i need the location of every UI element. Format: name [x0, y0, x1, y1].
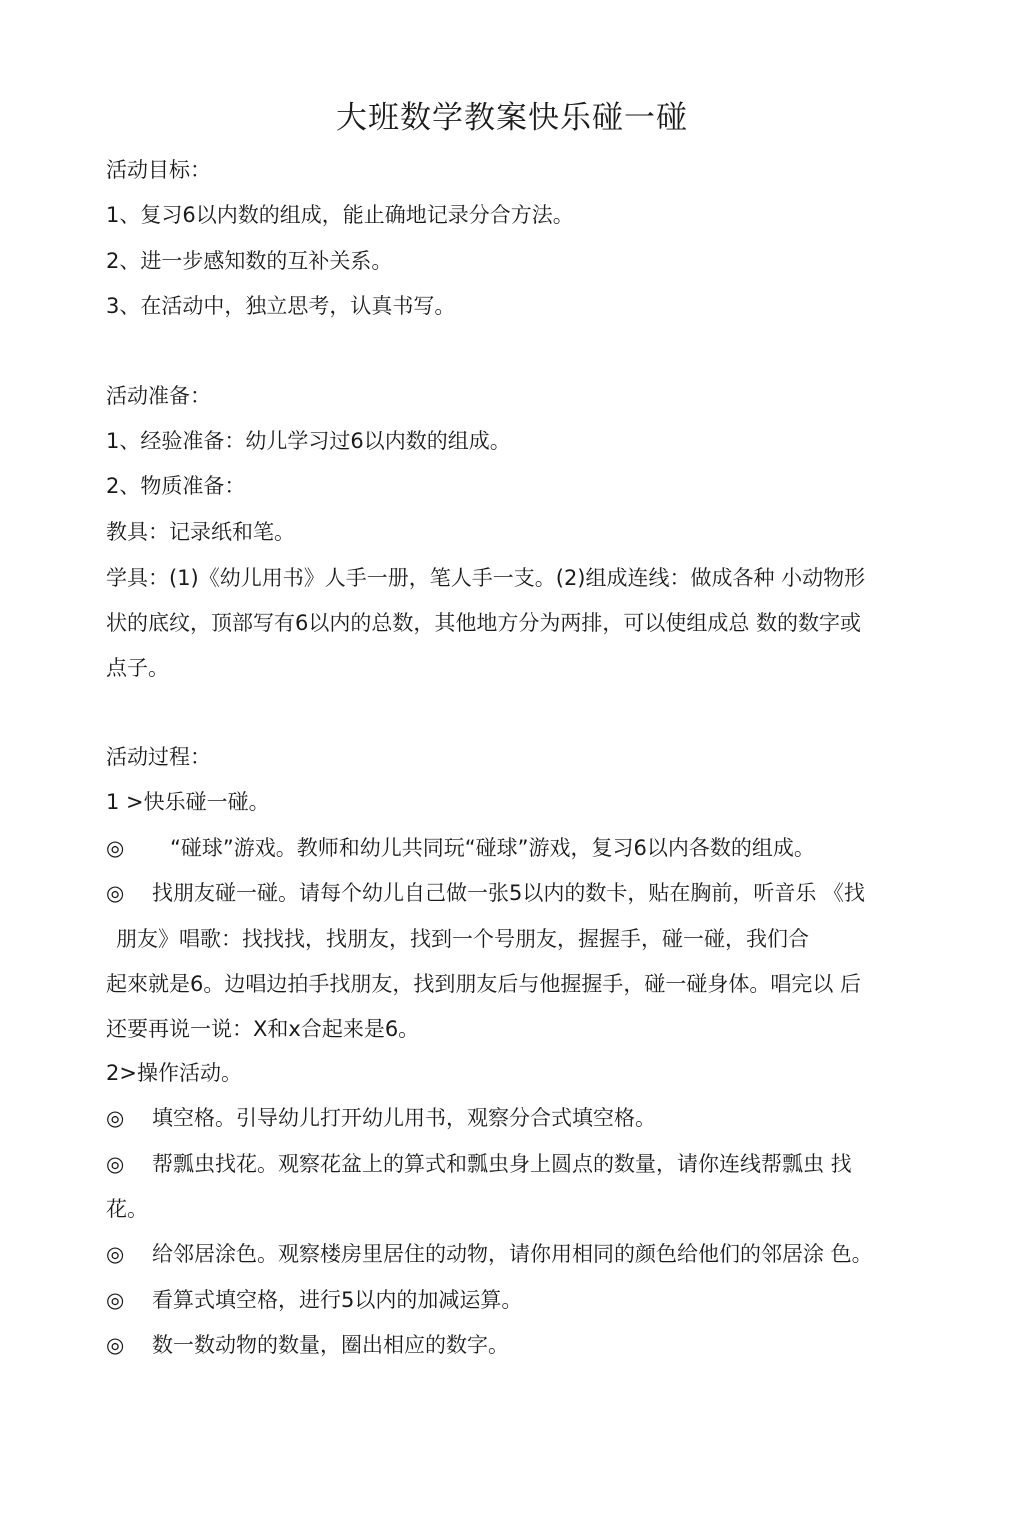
prep-item: 1、经验准备：幼儿学习过6以内数的组成。 — [106, 429, 511, 453]
prep-heading: 活动准备： — [106, 384, 211, 408]
bullet-item — [106, 1331, 916, 1359]
bullet-icon: ◎ — [106, 881, 125, 905]
bullet-icon: ◎ — [106, 1152, 125, 1176]
paragraph-line: 花。 — [106, 1197, 148, 1221]
student-tools-line: 状的底纹，顶部写有6以内的总数，其他地方分为两排，可以使组成总 数的数字或 — [106, 611, 862, 635]
goal-item: 2、进一步感知数的互补关系。 — [106, 249, 393, 273]
bullet-item — [106, 1240, 916, 1268]
bullet-text: 看算式填空格，进行5以内的加减运算。 — [152, 1288, 523, 1312]
teacher-tools: 教具：记录纸和笔。 — [106, 520, 295, 544]
paragraph-line: 朋友》唱歌：找找找，找朋友，找到一个号朋友，握握手，碰一碰，我们合 — [116, 927, 809, 951]
bullet-item — [106, 1150, 916, 1178]
goals-heading: 活动目标： — [106, 158, 211, 182]
bullet-item — [106, 834, 916, 862]
bullet-item — [106, 1286, 916, 1314]
goal-item: 3、在活动中，独立思考，认真书写。 — [106, 294, 456, 318]
step-heading: 1 >快乐碰一碰。 — [106, 790, 270, 814]
bullet-text: 数一数动物的数量，圈出相应的数字。 — [152, 1333, 509, 1357]
prep-item: 2、物质准备： — [106, 474, 246, 498]
bullet-item — [106, 879, 916, 907]
bullet-text: “碰球”游戏。教师和幼儿共同玩“碰球”游戏，复习6以内各数的组成。 — [170, 836, 815, 860]
page-title: 大班数学教案快乐碰一碰 — [336, 100, 688, 136]
bullet-text: 找朋友碰一碰。请每个幼儿自己做一张5以内的数卡，贴在胸前，听音乐 《找 — [152, 881, 866, 905]
student-tools-line: 点子。 — [106, 656, 169, 680]
bullet-icon: ◎ — [106, 1288, 125, 1312]
process-heading: 活动过程： — [106, 745, 211, 769]
bullet-text: 帮瓢虫找花。观察花盆上的算式和瓢虫身上圆点的数量，请你连线帮瓢虫 找 — [152, 1152, 852, 1176]
bullet-icon: ◎ — [106, 836, 125, 860]
bullet-icon: ◎ — [106, 1106, 125, 1130]
student-tools-line: 学具：(1)《幼儿用书》人手一册，笔人手一支。(2)组成连线：做成各种 小动物形 — [106, 566, 866, 590]
goal-item: 1、复习6以内数的组成，能止确地记录分合方法。 — [106, 203, 574, 227]
bullet-icon: ◎ — [106, 1242, 125, 1266]
paragraph-line: 起來就是6。边唱边拍手找朋友，找到朋友后与他握握手，碰一碰身体。唱完以 后 — [106, 972, 862, 996]
bullet-text: 填空格。引导幼儿打开幼儿用书，观察分合式填空格。 — [152, 1106, 656, 1130]
paragraph-line: 还要再说一说：X和x合起来是6。 — [106, 1017, 420, 1041]
bullet-icon: ◎ — [106, 1333, 125, 1357]
step-heading: 2>操作活动。 — [106, 1061, 242, 1085]
bullet-text: 给邻居涂色。观察楼房里居住的动物，请你用相同的颜色给他们的邻居涂 色。 — [152, 1242, 873, 1266]
bullet-item — [106, 1104, 916, 1132]
